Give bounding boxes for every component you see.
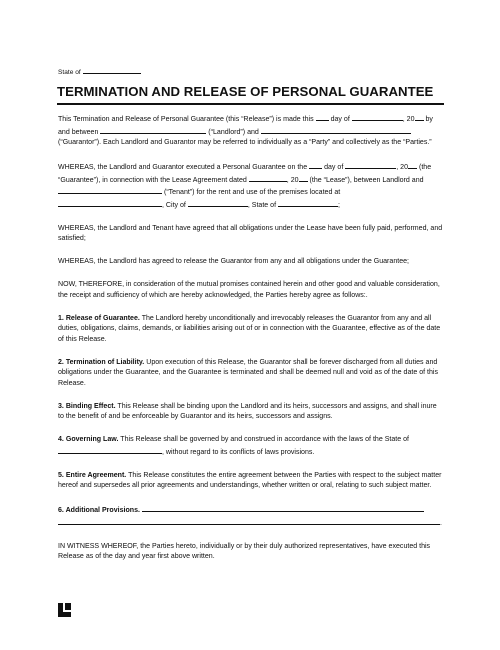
witness-paragraph: IN WITNESS WHEREOF, the Parties hereto, individually or by their duly authorized representatives, have executed this Release as of the day and year first above written. — [58, 542, 431, 561]
guarantor-blank[interactable] — [261, 126, 411, 134]
state-blank[interactable] — [83, 73, 141, 74]
landlord-blank[interactable] — [100, 126, 206, 134]
intro-text: by and between — [58, 116, 433, 136]
whereas-text: (“Tenant”) for the rent and use of the premises located at — [163, 189, 341, 197]
additional-provisions-blank-2[interactable] — [58, 517, 440, 525]
section-termination-of-liability — [58, 358, 444, 390]
whereas-text: (the “Guarantee”), in connection with the Lease Agreement dated — [58, 164, 432, 184]
section-text: , without regard to its conflicts of laws provisions. — [162, 448, 315, 456]
month-blank[interactable] — [345, 161, 396, 169]
whereas-text: WHEREAS, the Landlord and Guarantor executed a Personal Guarantee on the — [58, 164, 308, 172]
day-blank[interactable] — [316, 113, 329, 121]
whereas-paragraph-1 — [58, 161, 444, 211]
section-heading: 1. Release of Guarantee. — [58, 314, 140, 322]
intro-text: day of — [330, 116, 350, 123]
now-therefore-paragraph: NOW, THEREFORE, in consideration of the mutual promises contained herein and other good and valuable consideration, the receipt and sufficiency of which are hereby acknowledged, the Parties hereby agree as follows:. — [58, 281, 440, 299]
month-blank[interactable] — [352, 113, 403, 121]
document-title: TERMINATION AND RELEASE OF PERSONAL GUARANTEE — [57, 84, 444, 105]
whereas-text: , 20 — [286, 176, 299, 184]
whereas-text: , 20 — [396, 164, 409, 172]
lease-date-blank[interactable] — [249, 174, 287, 182]
state-label: State of — [58, 69, 81, 76]
intro-paragraph — [58, 113, 444, 149]
tenant-blank[interactable] — [58, 186, 162, 194]
section-additional-provisions — [58, 504, 444, 529]
section-text: . — [440, 519, 442, 527]
section-release-of-guarantee — [58, 314, 444, 346]
intro-text: This Termination and Release of Personal Guarantee (this “Release”) is made this — [58, 116, 314, 123]
section-heading: 6. Additional Provisions. — [58, 507, 140, 515]
intro-text: , 20 — [402, 116, 415, 123]
section-heading: 5. Entire Agreement. — [58, 471, 127, 479]
section-text: Upon execution of this Release, the Guarantor shall be forever discharged from all duties and obligations under the Guarantee, and the Guarantee is terminated and shall be deemed null and void as of the date of this Release. — [58, 358, 439, 387]
whereas-text: , State of — [247, 201, 277, 209]
state-line — [58, 69, 141, 76]
brand-logo-icon — [58, 603, 72, 617]
document-body — [58, 113, 444, 575]
section-governing-law — [58, 435, 444, 458]
section-binding-effect — [58, 402, 444, 423]
day-blank[interactable] — [309, 161, 322, 169]
intro-text: (“Guarantor”). Each Landlord and Guarantor may be referred to individually as a “Party” and collectively as the “Parties.” — [58, 139, 432, 147]
title-block — [57, 84, 444, 105]
year-blank[interactable] — [408, 161, 417, 169]
year-blank[interactable] — [415, 113, 424, 121]
additional-provisions-blank[interactable] — [142, 504, 424, 512]
section-heading: 2. Termination of Liability. — [58, 358, 145, 366]
whereas-text: ; — [338, 201, 341, 209]
section-text: This Release shall be binding upon the Landlord and its heirs, successors and assigns, and shall inure to the benefit of and be enforceable by Guarantor and its heirs, successors and assigns. — [58, 402, 437, 421]
whereas-text: , City of — [162, 201, 186, 209]
section-text: The Landlord hereby unconditionally and irrevocably releases the Guarantor from any and all duties, obligations, claims, demands, or liabilities arising out of or in connection with the Guarantee, effective as of the date of this Release. — [58, 314, 441, 343]
governing-state-blank[interactable] — [58, 446, 162, 454]
lease-year-blank[interactable] — [299, 174, 308, 182]
whereas-text: day of — [324, 164, 344, 172]
section-heading: 4. Governing Law. — [58, 436, 119, 444]
section-text: This Release shall be governed by and construed in accordance with the laws of the State of — [120, 436, 409, 444]
whereas-paragraph-2: WHEREAS, the Landlord and Tenant have agreed that all obligations under the Lease have been fully paid, performed, and satisfied; — [58, 224, 443, 243]
state-of-premises-blank[interactable] — [278, 199, 341, 209]
city-blank[interactable] — [188, 199, 248, 207]
section-heading: 3. Binding Effect. — [58, 402, 116, 410]
intro-text: (“Landlord”) and — [208, 128, 259, 136]
section-text: This Release constitutes the entire agreement between the Parties with respect to the subject matter hereof and supersedes all prior agreements and understandings, whether written or oral, relating to such subject matter. — [58, 471, 442, 490]
section-entire-agreement — [58, 471, 444, 492]
whereas-paragraph-3: WHEREAS, the Landlord has agreed to release the Guarantor from any and all obligations under the Guarantee; — [58, 258, 409, 266]
premises-address-blank[interactable] — [58, 199, 162, 207]
whereas-text: (the “Lease”), between Landlord and — [309, 176, 424, 184]
